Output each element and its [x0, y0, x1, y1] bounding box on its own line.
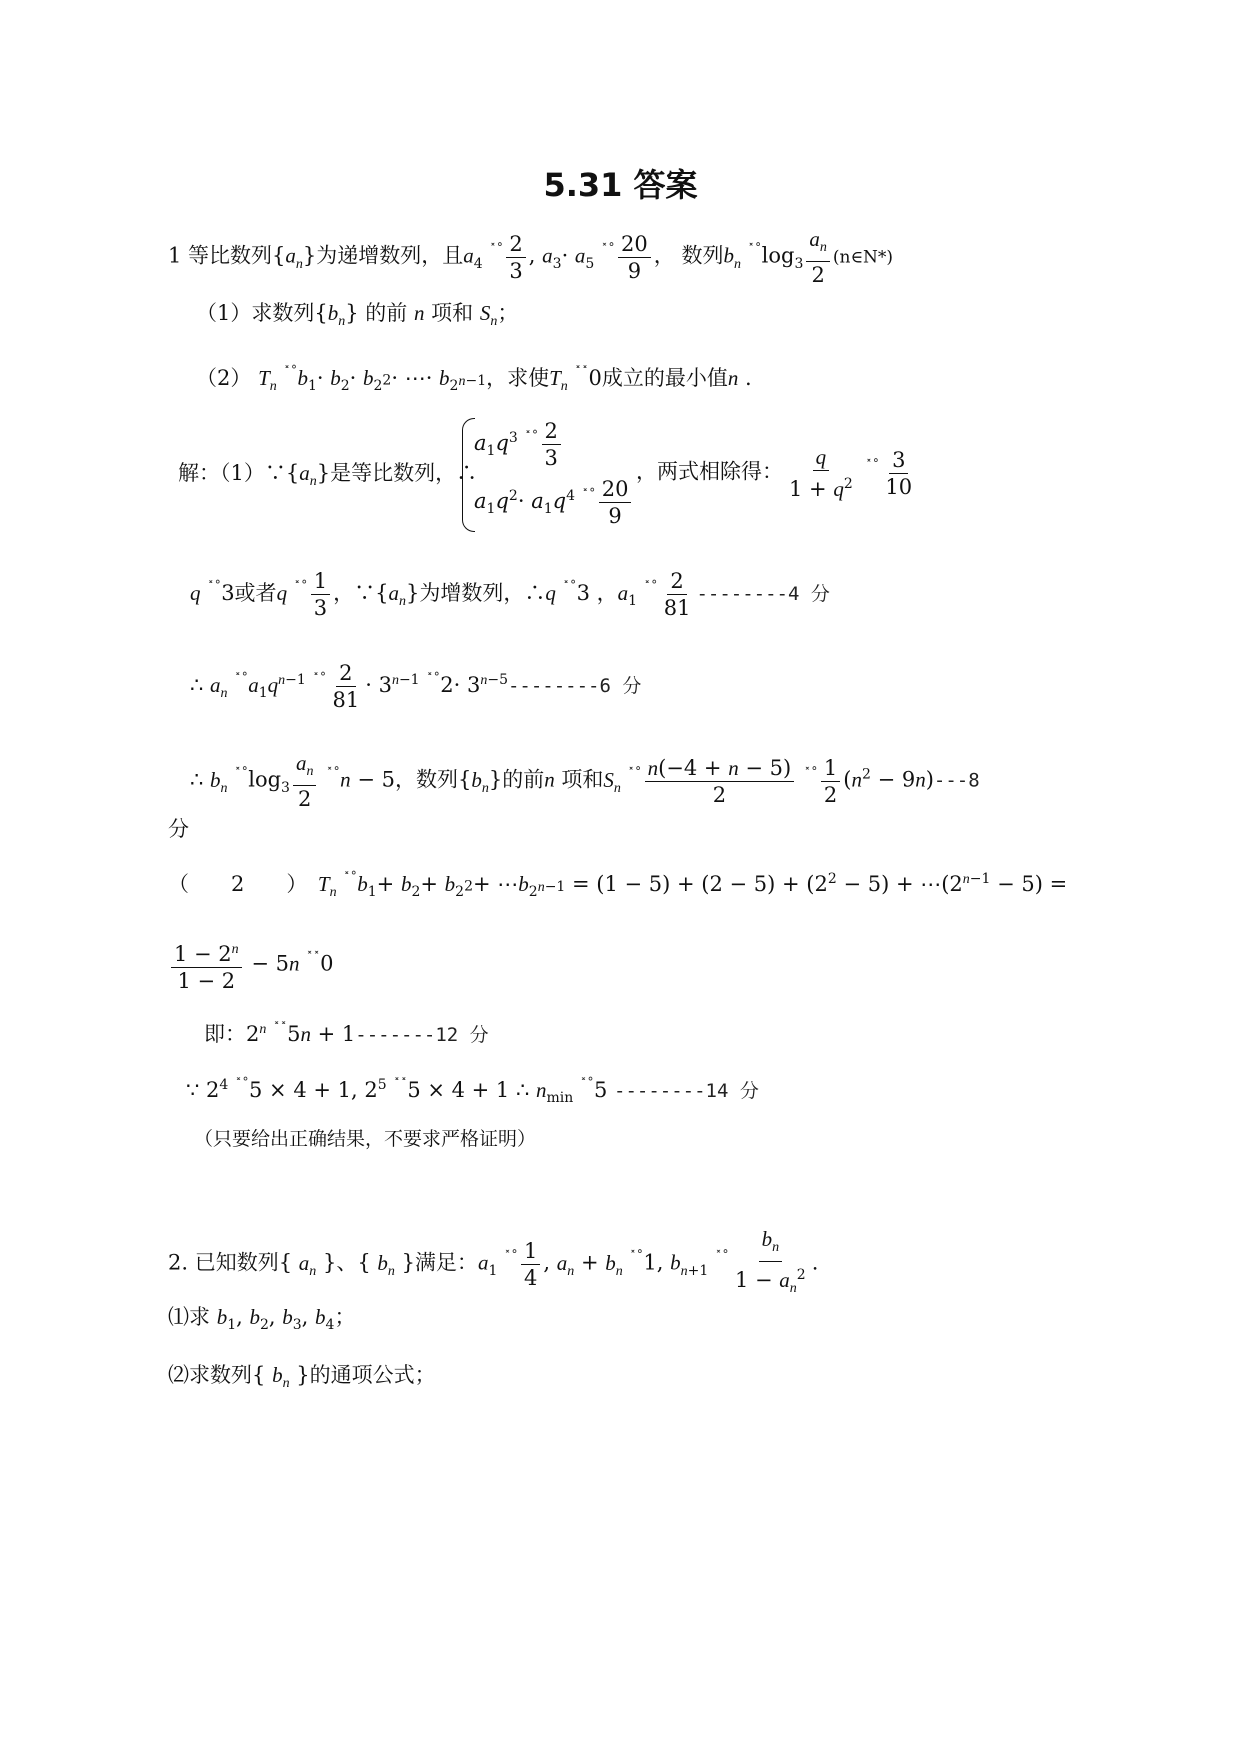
solution1-bn: ∴ $b_n$ $^{˟˚}\log_3$ $\frac{a_n}{2}$ ˟˚n − 5，数列$\{b_n\}$的前n 项和$S_n$ ˟˚ $\frac{n(-4 + n - 5)}{2}$ ˟˚ $\frac{1}{2}$ $(n^2 - 9n)---8$ [190, 751, 980, 812]
problem1-statement: 1 等比数列$\{a_n\}$为递增数列，且$a_4$ ˟˚ $\frac{2}{3}$ , $a_3\cdot a_5$ ˟˚ $\frac{20}{9}$ ， 数列$b_n$ $^{˟˚}\log_3$ $\frac{a_n}{2}$ (n∈N*) [168, 227, 894, 288]
system-eq1: $a_1q^3$ ˟˚ $\frac{2}{3}$ [474, 418, 564, 471]
solution1-intro: 解：$(1)\because\{a_n\}$是等比数列，∴ [178, 461, 478, 490]
solution2-Tn: （ 2 ） $T_n$ $^{˟˚}b_1+ b_2+ b_{2^2}+$ $\cdots b_{2^{n-1}} = (1 - 5) + (2 - 5) + (2^2 - 5)$ + $\cdots(2^{n-1} - 5)$ = [168, 871, 1068, 901]
solution1-divide: ，两式相除得： $\frac{q}{1 + q^2}$ ˟˚ $\frac{3}{10}$ [636, 445, 913, 501]
problem1-question2: （2） $T_n$ $^{˟˚}b_1\cdot b_2\cdot b_{2^2}\cdot$ ⋯· $b_{2^{n-1}}$，求使$T_n$ ˟˟0成立的最小值n . [196, 365, 752, 395]
solution1-q-value: q ˟˚3或者q ˟˚ $\frac{1}{3}$ ，$\because\{a_n\}$为增数列，∴q ˟˚3 ，$a_1$ ˟˚ $\frac{2}{81}$ --------4 分 [190, 569, 830, 620]
solution2-conclusion: ∵ $2^4$ ˟˚5 × 4 + 1, $2^5$ ˟˟5 × 4 + 1 ∴ $n_{min}$ ˟˚5 --------14 分 [186, 1077, 759, 1107]
solution2-inequality: 即：2$^n$ ˟˟5n + 1-------12 分 [204, 1021, 489, 1046]
solution1-an: ∴ $a_n$ $^{˟˚}a_1q^{n-1}$ ˟˚ $\frac{2}{81}$ · $3^{n-1}$ $^{˟˚}2\cdot 3^{n-5}--------6$ 分 [190, 661, 642, 712]
problem2-statement: 2. 已知数列{ $a_n$ }、{ $b_n$ }满足：$a_1$ ˟˚ $\frac{1}{4}$ , $a_n + b_n$ ˟˚1, $b_{n+1}$ ˟˚ $\frac{b_n}{1 - a_n^2}$ . [168, 1227, 819, 1297]
problem2-question2: ⑵求数列{ $b_n$ }的通项公式； [168, 1363, 436, 1392]
system-eq2: $a_1q^2\cdot a_1q^4$ ˟˚ $\frac{20}{9}$ [474, 476, 634, 529]
score-8-tail: 分 [168, 817, 189, 841]
problem2-question1: ⑴求 $b_1$, $b_2$, $b_3$, $b_4$； [168, 1305, 356, 1334]
page-title: 5.31 答案 [543, 166, 698, 204]
problem1-question1: （1）求数列$\{b_n\}$ 的前 n 项和 $S_n$； [196, 301, 519, 330]
solution2-sum: $\frac{1 - 2^n}{1 - 2}$ − 5n ˟˟0 [168, 936, 334, 994]
solution-note: （只要给出正确结果，不要求严格证明） [194, 1128, 537, 1150]
